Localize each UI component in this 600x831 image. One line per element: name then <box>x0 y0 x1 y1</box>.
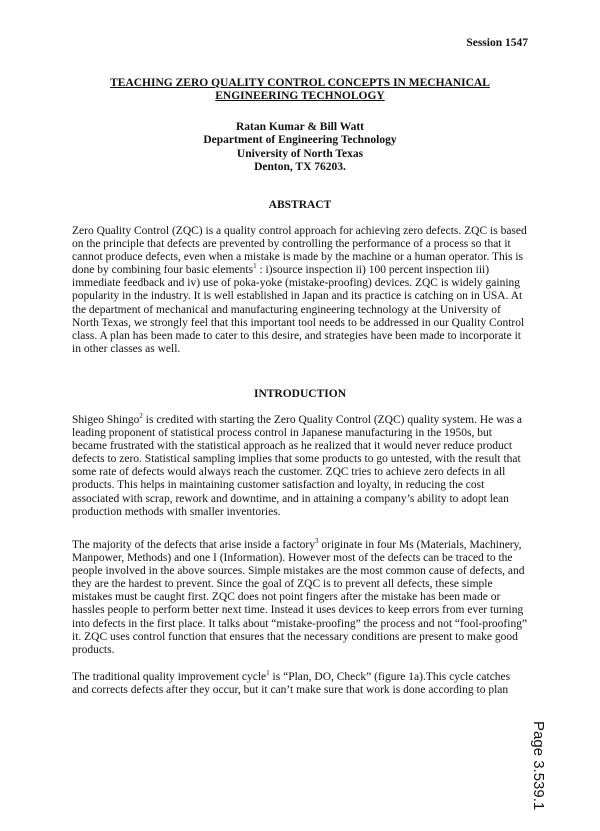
intro-p3-ref: 1 <box>266 669 270 678</box>
author-block <box>72 121 528 174</box>
page-number-label: Page 3.539.1 <box>530 721 547 811</box>
intro-p2-ref: 3 <box>315 537 319 546</box>
intro-paragraph-3 <box>72 671 528 697</box>
intro-p1-text-a: Shigeo Shingo <box>72 414 140 426</box>
intro-p2-text-a: The majority of the defects that arise inside a factory <box>72 539 315 551</box>
intro-paragraph-2 <box>72 539 528 657</box>
intro-paragraph-1 <box>72 414 528 519</box>
intro-p1-text-b: is credited with starting the Zero Quality Control (ZQC) quality system. He was a leading proponent of statistical process control in Japanese manufacturing in the 1950s, but became frustrated with the statistical approach as he realized that it would never reduce product defects to zero. Statistical sampling implies that some products to go untested, with the result that some rate of defects would always reach the customer. ZQC tries to achieve zero defects in all products. This helps in maintaining customer satisfaction and loyalty, in reducing the cost associated with scrap, rework and downtime, and in attaining a company’s ability to adopt lean production methods with smaller inventories. <box>72 414 523 518</box>
title-line-1: TEACHING ZERO QUALITY CONTROL CONCEPTS IN MECHANICAL <box>110 77 490 89</box>
intro-p3-text-b: is “Plan, DO, Check” (figure 1a).This cycle catches and corrects defects after they occur, but it can’t make sure that work is done according to plan <box>72 671 511 697</box>
abstract-text-a: Zero Quality Control (ZQC) is a quality control approach for achieving zero defects. ZQC is based on the principle that defects are prevented by controlling the performance of a process so that it cannot produce defects, even when a mistake is made by the machine or a human operator. This is done by combining four basic elements <box>72 225 527 277</box>
intro-p2-text-b: originate in four Ms (Materials, Machinery, Manpower, Methods) and one I (Information). However most of the defects can be traced to the people involved in the above sources. Simple mistakes are the most common cause of defects, and they are the hardest to prevent. Since the goal of ZQC is to prevent all defects, these simple mistakes must be caught first. ZQC does not point fingers after the mistake has been made or hassles people to perform better next time. Instead it uses devices to keep errors from ever turning into defects in the first place. It talks about “mistake-proofing” the process and not “fool-proofing” it. ZQC uses control function that ensures that the necessary conditions are present to make good products. <box>72 539 528 656</box>
abstract-paragraph <box>72 225 528 356</box>
introduction-heading: INTRODUCTION <box>253 388 346 400</box>
location: Denton, TX 76203. <box>254 160 346 173</box>
department: Department of Engineering Technology <box>203 134 397 147</box>
session-label: Session 1547 <box>466 37 528 49</box>
intro-p3-text-a: The traditional quality improvement cycle <box>72 671 267 683</box>
abstract-ref-1: 1 <box>253 262 257 271</box>
abstract-heading: ABSTRACT <box>268 199 332 211</box>
title-line-2: ENGINEERING TECHNOLOGY <box>215 90 385 102</box>
authors: Ratan Kumar & Bill Watt <box>236 121 364 133</box>
intro-p1-ref: 2 <box>139 412 143 421</box>
paper-title <box>72 77 528 103</box>
abstract-text-b: : i)source inspection ii) 100 percent inspection iii) immediate feedback and iv) use of poka-yoke (mistake-proofing) devices. ZQC is widely gaining popularity in the industry. It is well established in Japan and its practice is catching on in USA. At the department of mechanical and manufacturing engineering technology at the University of North Texas, we strongly feel that this important tool needs to be addressed in our Quality Control class. A plan has been made to cater to this desire, and strategies have been made to incorporate it in other classes as well. <box>72 264 525 355</box>
university: University of North Texas <box>236 147 364 160</box>
